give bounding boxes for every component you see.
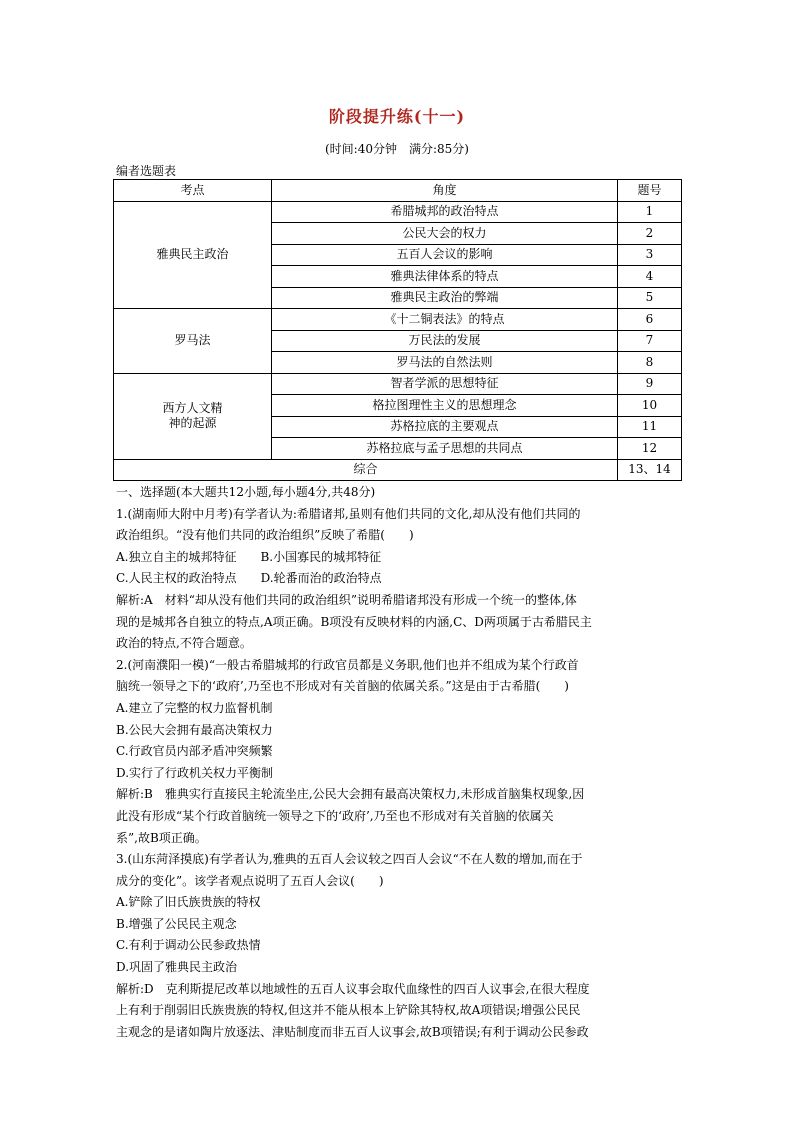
body-line: A.独立自主的城邦特征 B.小国寡民的城邦特征 bbox=[116, 549, 382, 564]
summary-number-cell: 13、14 bbox=[618, 459, 682, 481]
topic-table bbox=[113, 179, 682, 481]
body-line: C.人民主权的政治特点 D.轮番而治的政治特点 bbox=[116, 571, 382, 586]
number-cell: 11 bbox=[618, 416, 682, 438]
summary-label-cell: 综合 bbox=[114, 459, 618, 481]
header-topic: 考点 bbox=[114, 180, 272, 202]
body-line: 政治的特点,不符合题意。 bbox=[116, 636, 252, 651]
angle-cell: 希腊城邦的政治特点 bbox=[272, 201, 618, 223]
number-cell: 7 bbox=[618, 330, 682, 352]
table-row bbox=[114, 201, 682, 223]
number-cell: 10 bbox=[618, 395, 682, 417]
angle-cell: 雅典法律体系的特点 bbox=[272, 266, 618, 288]
body-line: A.铲除了旧氏族贵族的特权 bbox=[116, 895, 261, 910]
topic-line: 神的起源 bbox=[168, 416, 217, 430]
body-line: D.巩固了雅典民主政治 bbox=[116, 960, 238, 975]
body-line: 上有利于削弱旧氏族贵族的特权,但这并不能从根本上铲除其特权,故A项错误;增强公民民 bbox=[116, 1003, 581, 1018]
angle-cell: 苏格拉底与孟子思想的共同点 bbox=[272, 438, 618, 460]
number-cell: 2 bbox=[618, 223, 682, 245]
body-line: A.建立了完整的权力监督机制 bbox=[116, 700, 273, 715]
angle-cell: 苏格拉底的主要观点 bbox=[272, 416, 618, 438]
table-label: 编者选题表 bbox=[116, 164, 177, 178]
body-line: 解析:D 克利斯提尼改革以地域性的五百人议事会取代血缘性的四百人议事会,在很大程度 bbox=[116, 981, 590, 996]
topic-cell: 雅典民主政治 bbox=[114, 201, 272, 309]
table-summary-row bbox=[114, 459, 682, 481]
body-line: D.实行了行政机关权力平衡制 bbox=[116, 765, 274, 780]
topic-cell: 罗马法 bbox=[114, 309, 272, 374]
body-line: C.有利于调动公民参政热情 bbox=[116, 938, 261, 953]
body-line: 主观念的是诸如陶片放逐法、津贴制度而非五百人议事会,故B项错误;有利于调动公民参政 bbox=[116, 1024, 589, 1039]
number-cell: 5 bbox=[618, 287, 682, 309]
body-line: 脑统一领导之下的‘政府’,乃至也不形成对有关首脑的依属关系。”这是由于古希腊( ) bbox=[116, 679, 569, 694]
number-cell: 6 bbox=[618, 309, 682, 331]
body-line: 成分的变化”。该学者观点说明了五百人会议( ) bbox=[116, 873, 384, 888]
body-line: 2.(河南濮阳一模)“一般古希腊城邦的行政官员都是义务职,他们也并不组成为某个行政首 bbox=[116, 657, 579, 672]
angle-cell: 格拉图理性主义的思想理念 bbox=[272, 395, 618, 417]
header-number: 题号 bbox=[618, 180, 682, 202]
body-line: 系”,故B项正确。 bbox=[116, 830, 207, 845]
number-cell: 9 bbox=[618, 373, 682, 395]
header-angle: 角度 bbox=[272, 180, 618, 202]
angle-cell: 雅典民主政治的弊端 bbox=[272, 287, 618, 309]
body-line: 3.(山东菏泽摸底)有学者认为,雅典的五百人会议较之四百人会议“不在人数的增加,而在于 bbox=[116, 852, 583, 867]
body-line: 此没有形成“某个行政首脑统一领导之下的‘政府’,乃至也不形成对有关首脑的依属关 bbox=[116, 808, 554, 823]
table-row bbox=[114, 309, 682, 331]
question-body bbox=[116, 482, 680, 1043]
body-line: 1.(湖南师大附中月考)有学者认为:希腊诸邦,虽则有他们共同的文化,却从没有他们共同的 bbox=[116, 506, 581, 521]
angle-cell: 五百人会议的影响 bbox=[272, 244, 618, 266]
table-header-row bbox=[114, 180, 682, 202]
number-cell: 12 bbox=[618, 438, 682, 460]
body-line: 现的是城邦各自独立的特点,A项正确。B项没有反映材料的内涵,C、D两项属于古希腊民主 bbox=[116, 614, 592, 629]
number-cell: 3 bbox=[618, 244, 682, 266]
angle-cell: 公民大会的权力 bbox=[272, 223, 618, 245]
body-line: 解析:B 雅典实行直接民主轮流坐庄,公民大会拥有最高决策权力,未形成首脑集权现象,因 bbox=[116, 787, 585, 802]
body-line: 政治组织。“没有他们共同的政治组织”反映了希腊( ) bbox=[116, 528, 414, 543]
body-line: 解析:A 材料“却从没有他们共同的政治组织”说明希腊诸邦没有形成一个统一的整体,体 bbox=[116, 592, 577, 607]
topic-cell bbox=[114, 373, 272, 459]
table-row bbox=[114, 373, 682, 395]
body-line: 一、选择题(本大题共12小题,每小题4分,共48分) bbox=[116, 485, 376, 499]
body-line: B.公民大会拥有最高决策权力 bbox=[116, 722, 273, 737]
topic-line: 西方人文精 bbox=[162, 401, 223, 415]
number-cell: 8 bbox=[618, 352, 682, 374]
body-line: C.行政官员内部矛盾冲突频繁 bbox=[116, 744, 273, 759]
body-line: B.增强了公民民主观念 bbox=[116, 916, 237, 931]
angle-cell: 万民法的发展 bbox=[272, 330, 618, 352]
number-cell: 1 bbox=[618, 201, 682, 223]
page-subtitle: (时间:40分钟 满分:85分) bbox=[325, 142, 469, 156]
angle-cell: 罗马法的自然法则 bbox=[272, 352, 618, 374]
page-title: 阶段提升练(十一) bbox=[328, 107, 466, 126]
angle-cell: 《十二铜表法》的特点 bbox=[272, 309, 618, 331]
angle-cell: 智者学派的思想特征 bbox=[272, 373, 618, 395]
number-cell: 4 bbox=[618, 266, 682, 288]
